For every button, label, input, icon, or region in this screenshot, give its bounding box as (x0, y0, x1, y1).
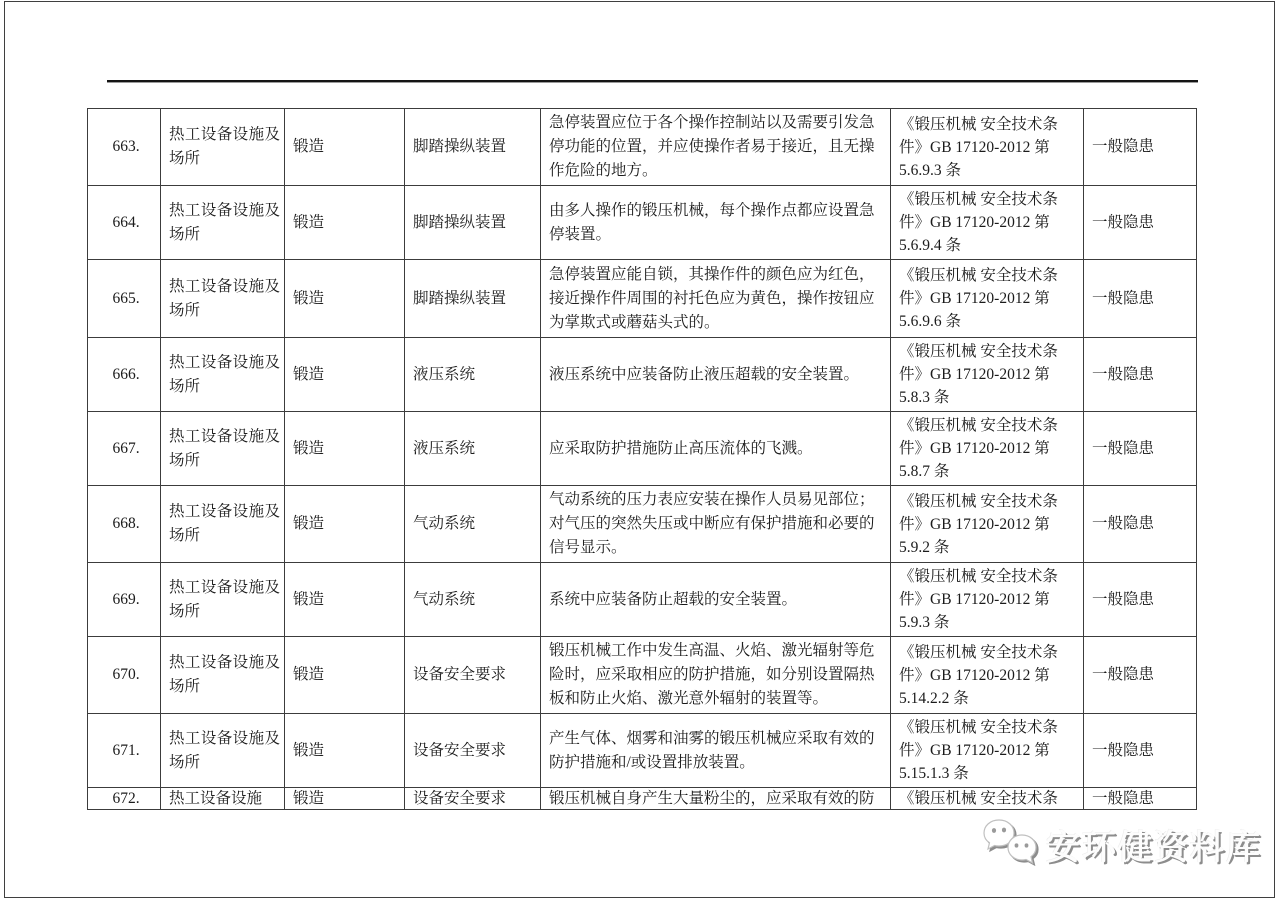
table-row (88, 637, 1197, 714)
cell-category: 热工设备设施及场所 (161, 186, 285, 260)
cell-description: 液压系统中应装备防止液压超载的安全装置。 (541, 338, 891, 412)
cell-hazard-level: 一般隐患 (1084, 412, 1197, 486)
cell-description: 应采取防护措施防止高压流体的飞溅。 (541, 412, 891, 486)
cell-category: 热工设备设施及场所 (161, 412, 285, 486)
cell-description: 产生气体、烟雾和油雾的锻压机械应采取有效的防护措施和/或设置排放装置。 (541, 714, 891, 788)
table-row (88, 714, 1197, 788)
cell-equipment: 设备安全要求 (405, 637, 541, 714)
table-row (88, 412, 1197, 486)
cell-reference: 《锻压机械 安全技术条件》GB 17120-2012 第 5.6.9.6 条 (891, 260, 1084, 338)
cell-equipment: 气动系统 (405, 486, 541, 563)
cell-serial-number: 663. (88, 109, 161, 186)
cell-equipment: 液压系统 (405, 412, 541, 486)
cell-reference: 《锻压机械 安全技术条件》GB 17120-2012 第 5.14.2.2 条 (891, 637, 1084, 714)
cell-category: 热工设备设施 (161, 788, 285, 810)
cell-serial-number: 671. (88, 714, 161, 788)
cell-process: 锻造 (285, 260, 405, 338)
cell-category: 热工设备设施及场所 (161, 637, 285, 714)
cell-equipment: 设备安全要求 (405, 788, 541, 810)
cell-reference: 《锻压机械 安全技术条 (891, 788, 1084, 810)
cell-hazard-level: 一般隐患 (1084, 109, 1197, 186)
cell-reference: 《锻压机械 安全技术条件》GB 17120-2012 第 5.9.3 条 (891, 563, 1084, 637)
table-row (88, 260, 1197, 338)
watermark (982, 818, 1262, 870)
cell-hazard-level: 一般隐患 (1084, 486, 1197, 563)
table-row (88, 186, 1197, 260)
cell-description: 系统中应装备防止超载的安全装置。 (541, 563, 891, 637)
cell-process: 锻造 (285, 486, 405, 563)
cell-process: 锻造 (285, 412, 405, 486)
cell-reference: 《锻压机械 安全技术条件》GB 17120-2012 第 5.8.3 条 (891, 338, 1084, 412)
cell-reference: 《锻压机械 安全技术条件》GB 17120-2012 第 5.6.9.4 条 (891, 186, 1084, 260)
cell-reference: 《锻压机械 安全技术条件》GB 17120-2012 第 5.9.2 条 (891, 486, 1084, 563)
cell-serial-number: 666. (88, 338, 161, 412)
cell-process: 锻造 (285, 109, 405, 186)
cell-serial-number: 664. (88, 186, 161, 260)
cell-reference: 《锻压机械 安全技术条件》GB 17120-2012 第 5.8.7 条 (891, 412, 1084, 486)
cell-description: 急停装置应位于各个操作控制站以及需要引发急停功能的位置，并应使操作者易于接近，且无操作危险的地方。 (541, 109, 891, 186)
cell-serial-number: 669. (88, 563, 161, 637)
cell-hazard-level: 一般隐患 (1084, 637, 1197, 714)
cell-equipment: 设备安全要求 (405, 714, 541, 788)
cell-category: 热工设备设施及场所 (161, 486, 285, 563)
cell-category: 热工设备设施及场所 (161, 338, 285, 412)
cell-category: 热工设备设施及场所 (161, 260, 285, 338)
cell-process: 锻造 (285, 338, 405, 412)
cell-hazard-level: 一般隐患 (1084, 260, 1197, 338)
cell-category: 热工设备设施及场所 (161, 563, 285, 637)
cell-equipment: 脚踏操纵装置 (405, 109, 541, 186)
header-rule (107, 80, 1198, 83)
cell-equipment: 液压系统 (405, 338, 541, 412)
cell-description: 气动系统的压力表应安装在操作人员易见部位；对气压的突然失压或中断应有保护措施和必要的信号显示。 (541, 486, 891, 563)
wechat-icon (982, 818, 1040, 870)
cell-category: 热工设备设施及场所 (161, 714, 285, 788)
cell-process: 锻造 (285, 637, 405, 714)
table-row (88, 788, 1197, 810)
table-row (88, 338, 1197, 412)
cell-process: 锻造 (285, 186, 405, 260)
cell-serial-number: 665. (88, 260, 161, 338)
table-row (88, 109, 1197, 186)
watermark-text: 安环健资料库 (1046, 828, 1262, 867)
cell-serial-number: 668. (88, 486, 161, 563)
cell-equipment: 脚踏操纵装置 (405, 186, 541, 260)
cell-hazard-level: 一般隐患 (1084, 714, 1197, 788)
cell-reference: 《锻压机械 安全技术条件》GB 17120-2012 第 5.15.1.3 条 (891, 714, 1084, 788)
cell-description: 锻压机械自身产生大量粉尘的，应采取有效的防 (541, 788, 891, 810)
cell-hazard-level: 一般隐患 (1084, 338, 1197, 412)
cell-description: 急停装置应能自锁，其操作件的颜色应为红色，接近操作件周围的衬托色应为黄色，操作按钮应为掌欺式或蘑菇头式的。 (541, 260, 891, 338)
table-row (88, 563, 1197, 637)
cell-description: 锻压机械工作中发生高温、火焰、激光辐射等危险时，应采取相应的防护措施，如分别设置隔热板和防止火焰、激光意外辐射的装置等。 (541, 637, 891, 714)
cell-serial-number: 670. (88, 637, 161, 714)
cell-reference: 《锻压机械 安全技术条件》GB 17120-2012 第 5.6.9.3 条 (891, 109, 1084, 186)
cell-equipment: 脚踏操纵装置 (405, 260, 541, 338)
table-row (88, 486, 1197, 563)
table-body (88, 109, 1197, 810)
cell-equipment: 气动系统 (405, 563, 541, 637)
cell-process: 锻造 (285, 714, 405, 788)
cell-serial-number: 667. (88, 412, 161, 486)
cell-process: 锻造 (285, 788, 405, 810)
cell-hazard-level: 一般隐患 (1084, 563, 1197, 637)
hazard-checklist-table (87, 108, 1197, 810)
cell-process: 锻造 (285, 563, 405, 637)
cell-description: 由多人操作的锻压机械，每个操作点都应设置急停装置。 (541, 186, 891, 260)
cell-hazard-level: 一般隐患 (1084, 186, 1197, 260)
cell-category: 热工设备设施及场所 (161, 109, 285, 186)
cell-hazard-level: 一般隐患 (1084, 788, 1197, 810)
cell-serial-number: 672. (88, 788, 161, 810)
